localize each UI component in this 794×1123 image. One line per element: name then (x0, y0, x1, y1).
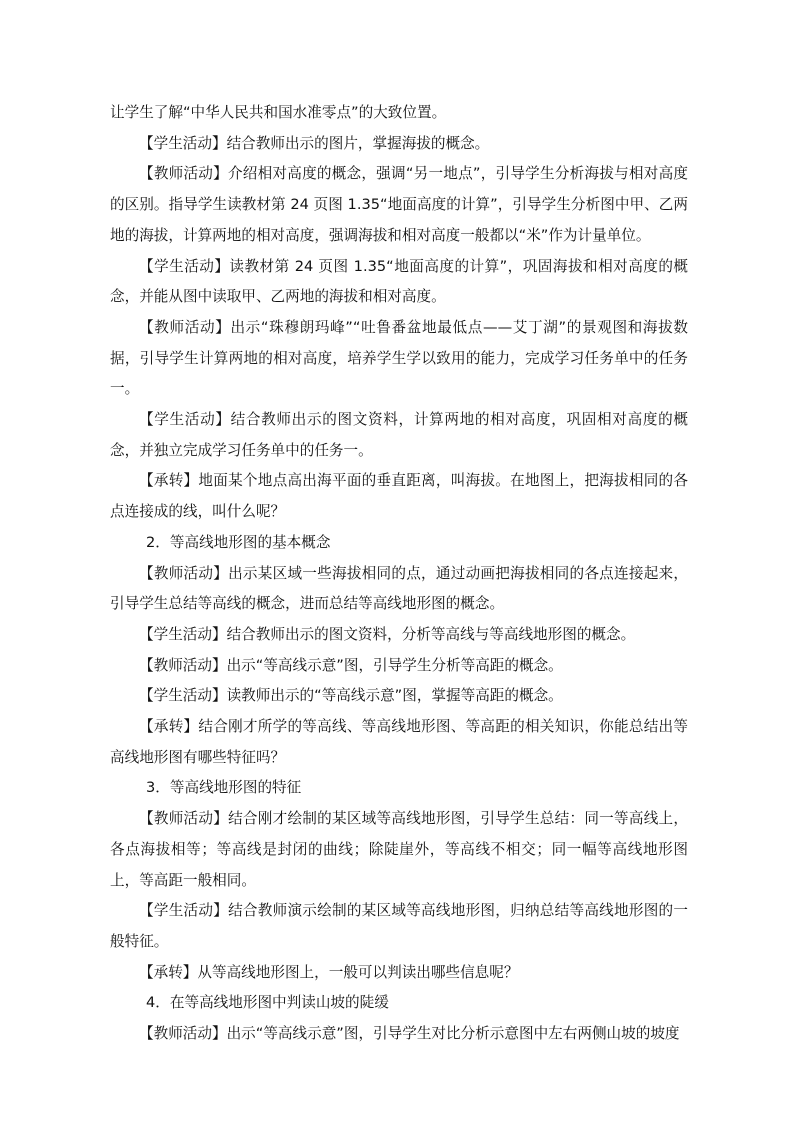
transition-tag: 【承转】 (139, 472, 199, 490)
transition-tag: 【承转】 (139, 718, 199, 736)
activity-tag: 【教师活动】 (139, 810, 229, 828)
paragraph-text: 从等高线地形图上，一般可以判读出哪些信息呢？ (197, 963, 519, 981)
paragraph-text: 出示某区域一些海拔相同的点，通过动画把海拔相同的各点连接起来，引导学生总结等高线的概念，进而总结等高线地形图的概念。 (110, 564, 688, 613)
paragraph-text: 介绍相对高度的概念，强调“另一地点”，引导学生分析海拔与相对高度的区别。指导学生读教材第 24 页图 1.35“地面高度的计算”，引导学生分析图中甲、乙两地的海拔，计算两地的相对高度，强调海拔和相对高度一般都以“米”作为计量单位。 (110, 165, 688, 244)
paragraph-text: 读教师出示的“等高线示意”图，掌握等高距的概念。 (226, 687, 563, 705)
paragraph-teacher-activity (110, 804, 688, 896)
paragraph-text: 出示“珠穆朗玛峰”“吐鲁番盆地最低点——艾丁湖”的景观图和海拔数据，引导学生计算两地的相对高度，培养学生学以致用的能力，完成学习任务单中的任务一。 (110, 318, 688, 398)
paragraph-student-activity (110, 129, 688, 160)
paragraph-student-activity (110, 620, 688, 651)
paragraph-transition (110, 712, 688, 773)
paragraph-text: 结合刚才所学的等高线、等高线地形图、等高距的相关知识，你能总结出等高线地形图有哪些特征吗？ (110, 718, 688, 766)
paragraph-teacher-activity (110, 651, 688, 682)
activity-tag: 【学生活动】 (139, 411, 231, 429)
paragraph-text: 让学生了解“中华人民共和国水准零点”的大致位置。 (110, 104, 447, 121)
paragraph-text: 结合教师演示绘制的某区域等高线地形图，归纳总结等高线地形图的一般特征。 (110, 902, 688, 950)
transition-tag: 【承转】 (139, 963, 198, 981)
document-body (110, 98, 688, 1050)
paragraph-teacher-activity (110, 313, 688, 405)
paragraph-teacher-activity (110, 559, 688, 620)
activity-tag: 【教师活动】 (139, 1025, 227, 1043)
paragraph-intro (110, 98, 688, 129)
activity-tag: 【教师活动】 (139, 165, 228, 183)
paragraph-transition (110, 958, 688, 989)
paragraph-text: 出示“等高线示意”图，引导学生分析等高距的概念。 (226, 656, 563, 674)
activity-tag: 【学生活动】 (139, 902, 229, 920)
section-heading: 3．等高线地形图的特征 (146, 779, 302, 797)
paragraph-student-activity (110, 405, 688, 466)
section-heading: 2．等高线地形图的基本概念 (146, 533, 331, 551)
section-heading: 4．在等高线地形图中判读山坡的陡缓 (146, 994, 389, 1012)
paragraph-student-activity (110, 252, 688, 313)
paragraph-student-activity (110, 896, 688, 957)
activity-tag: 【教师活动】 (139, 564, 229, 582)
activity-tag: 【教师活动】 (139, 318, 231, 336)
paragraph-text: 读教材第 24 页图 1.35“地面高度的计算”，巩固海拔和相对高度的概念，并能从图中读取甲、乙两地的海拔和相对高度。 (110, 257, 688, 306)
paragraph-text: 结合教师出示的图文资料，计算两地的相对高度，巩固相对高度的概念，并独立完成学习任务单中的任务一。 (110, 411, 688, 459)
activity-tag: 【学生活动】 (139, 687, 227, 705)
activity-tag: 【学生活动】 (139, 257, 230, 275)
paragraph-transition (110, 466, 688, 527)
paragraph-text: 结合刚才绘制的某区域等高线地形图，引导学生总结：同一等高线上，各点海拔相等；等高线是封闭的曲线；除陡崖外，等高线不相交；同一幅等高线地形图上，等高距一般相同。 (110, 810, 688, 889)
paragraph-text: 结合教师出示的图文资料，分析等高线与等高线地形图的概念。 (226, 625, 636, 643)
activity-tag: 【学生活动】 (139, 625, 227, 643)
paragraph-teacher-activity (110, 159, 688, 251)
paragraph-text: 结合教师出示的图片，掌握海拔的概念。 (226, 134, 490, 152)
activity-tag: 【学生活动】 (139, 134, 227, 152)
paragraph-text: 出示“等高线示意”图，引导学生对比分析示意图中左右两侧山坡的坡度 (226, 1025, 680, 1043)
paragraph-student-activity (110, 681, 688, 712)
paragraph-text: 地面某个地点高出海平面的垂直距离，叫海拔。在地图上，把海拔相同的各点连接成的线，叫什么呢？ (110, 472, 688, 521)
activity-tag: 【教师活动】 (139, 656, 227, 674)
paragraph-teacher-activity (110, 1019, 688, 1050)
